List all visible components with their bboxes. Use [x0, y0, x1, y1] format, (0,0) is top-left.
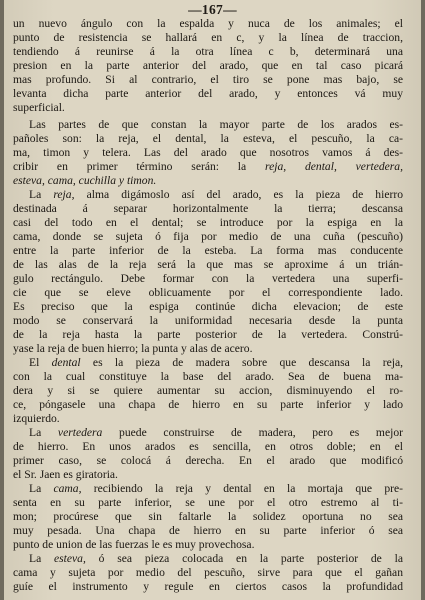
text-run: Es preciso que la espiga continúe dicha elevacion; de este [13, 300, 403, 313]
book-page [4, 0, 421, 600]
text-line [13, 440, 403, 454]
italic-term: esteva, cama, cuchilla y timon. [13, 174, 157, 187]
text-line [13, 146, 403, 160]
text-line [13, 87, 403, 101]
text-run: cie que se eleve oblicuamente por el correspondiente lado. [13, 286, 403, 299]
italic-term: vertedera [57, 426, 103, 439]
text-run: modo se conservará la uniformidad necesaria desde la punta [13, 314, 403, 327]
text-line [13, 538, 403, 552]
text-run: La [29, 552, 55, 565]
text-run: izquierdo. [13, 412, 60, 425]
text-line [13, 300, 403, 314]
text-run: un nuevo ángulo con la espalda y nuca de los animales; el [13, 17, 403, 30]
text-run: puede construirse de madera, pero es mejor [102, 426, 403, 439]
text-run: El [29, 356, 52, 369]
text-line [13, 132, 403, 146]
text-line [13, 59, 403, 73]
text-run: dera y si se quiere aumentar su accion, disminuyendo el ro- [13, 384, 403, 397]
text-run: alma digámoslo así del arado, es la pieza de hierro [74, 188, 403, 201]
text-run: punto de resistencia se hallará en c, y la línea de traccion, [13, 31, 403, 44]
italic-term: dental [51, 356, 81, 369]
text-run: cama y sujeta por medio del pescuño, sirve para que el gañan [13, 566, 403, 579]
text-line [13, 45, 403, 59]
text-run: punto de union de las fuerzas le es muy provechosa. [13, 538, 255, 551]
text-run: entre la parte inferior de la esteba. La forma mas conducente [13, 244, 403, 257]
italic-term: esteva, [54, 552, 86, 565]
text-line [13, 286, 403, 300]
text-run: La [29, 426, 58, 439]
text-line [13, 73, 403, 87]
text-line [13, 258, 403, 272]
text-run: es la pieza de madera sobre que descansa la reja, [80, 356, 403, 369]
text-run: mas profundo. Si al contrario, el tiro se pone mas bajo, se [13, 73, 403, 86]
text-run: guíe el instrumento y regule en ciertos casos la profundidad [13, 580, 403, 593]
text-line [13, 426, 403, 440]
text-run: gulo rectángulo. Debe formar con la vertedera una superfi- [13, 272, 403, 285]
text-line [13, 398, 403, 412]
text-run: levanta dicha parte anterior del arado, y entonces vá muy [13, 87, 403, 100]
text-run: tendiendo á reunirse á la otra línea c b, determinará una [13, 45, 403, 58]
text-line [13, 510, 403, 524]
text-line [13, 31, 403, 45]
italic-term: reja, dental, vertedera, [265, 160, 403, 173]
text-line [13, 160, 403, 174]
text-line [13, 118, 403, 132]
text-line [13, 328, 403, 342]
text-run: de las alas de la reja será la que mas se aproxime á un trián- [13, 258, 403, 271]
text-run: mon; procúrese que sin faltarle la solidez oportuna no sea [13, 510, 403, 523]
text-run: de hierro. En unos arados es sencilla, en otros doble; en el [13, 440, 403, 453]
text-run: recibiendo la reja y dental en la mortaja que pre- [81, 482, 403, 495]
text-line [13, 552, 403, 566]
text-line [13, 566, 403, 580]
italic-term: cama, [53, 482, 82, 495]
text-run: casi del todo en el dental; se introduce por la espiga en la [13, 216, 403, 229]
text-run: primer caso, se colocá á derecha. En el arado que modificó [13, 454, 403, 467]
page-number-header: —167— [188, 2, 237, 17]
text-line [13, 454, 403, 468]
text-line [13, 496, 403, 510]
text-run: Las partes de que constan la mayor parte de los arados es- [29, 118, 403, 131]
body-text [13, 17, 403, 594]
text-line [13, 482, 403, 496]
text-run: destinada á separar horizontalmente la tierra; descansa [13, 202, 403, 215]
italic-term: reja, [53, 188, 75, 201]
text-line [13, 202, 403, 216]
text-line [13, 384, 403, 398]
text-run: el Sr. Jaen es giratoria. [13, 468, 118, 481]
text-line [13, 216, 403, 230]
text-run: con la cual constituye la base del arado. Sea de buena ma- [13, 370, 403, 383]
text-run: muy pesada. Una chapa de hierro en su parte inferior ó sea [13, 524, 403, 537]
text-run: cama, donde se sujeta ó fija por medio de una cuña (pescuño) [13, 230, 403, 243]
text-line [13, 370, 403, 384]
text-line [13, 244, 403, 258]
text-line [13, 230, 403, 244]
text-run: ma, timon y telera. Las del arado que nosotros vamos á des- [13, 146, 403, 159]
text-run: superficial. [13, 101, 65, 114]
text-line [13, 580, 403, 594]
text-line [13, 412, 403, 426]
text-line [13, 272, 403, 286]
text-line [13, 356, 403, 370]
text-run: pañoles son: la reja, el dental, la esteva, el pescuño, la ca- [13, 132, 403, 145]
text-run: de la reja hasta la parte posterior de la vertedera. Constrú- [13, 328, 403, 341]
text-run: ce, póngasele una chapa de hierro en su parte inferior y lado [13, 398, 403, 411]
text-run: presion en la parte anterior del arado, que en tal caso picará [13, 59, 403, 72]
text-line [13, 524, 403, 538]
text-run: La [29, 482, 54, 495]
text-line [13, 314, 403, 328]
text-line [13, 101, 403, 115]
text-run: ó sea pieza colocada en la parte posterior de la [85, 552, 403, 565]
text-run: senta en su parte inferior, se une por el otro estremo al ti- [13, 496, 403, 509]
text-run: La [29, 188, 54, 201]
text-line [13, 17, 403, 31]
text-run: yase la reja de buen hierro; la punta y alas de acero. [13, 342, 253, 355]
text-line [13, 342, 403, 356]
text-line [13, 174, 403, 188]
text-line [13, 468, 403, 482]
text-line [13, 188, 403, 202]
text-run: cribir en primer término serán: la [13, 160, 265, 173]
